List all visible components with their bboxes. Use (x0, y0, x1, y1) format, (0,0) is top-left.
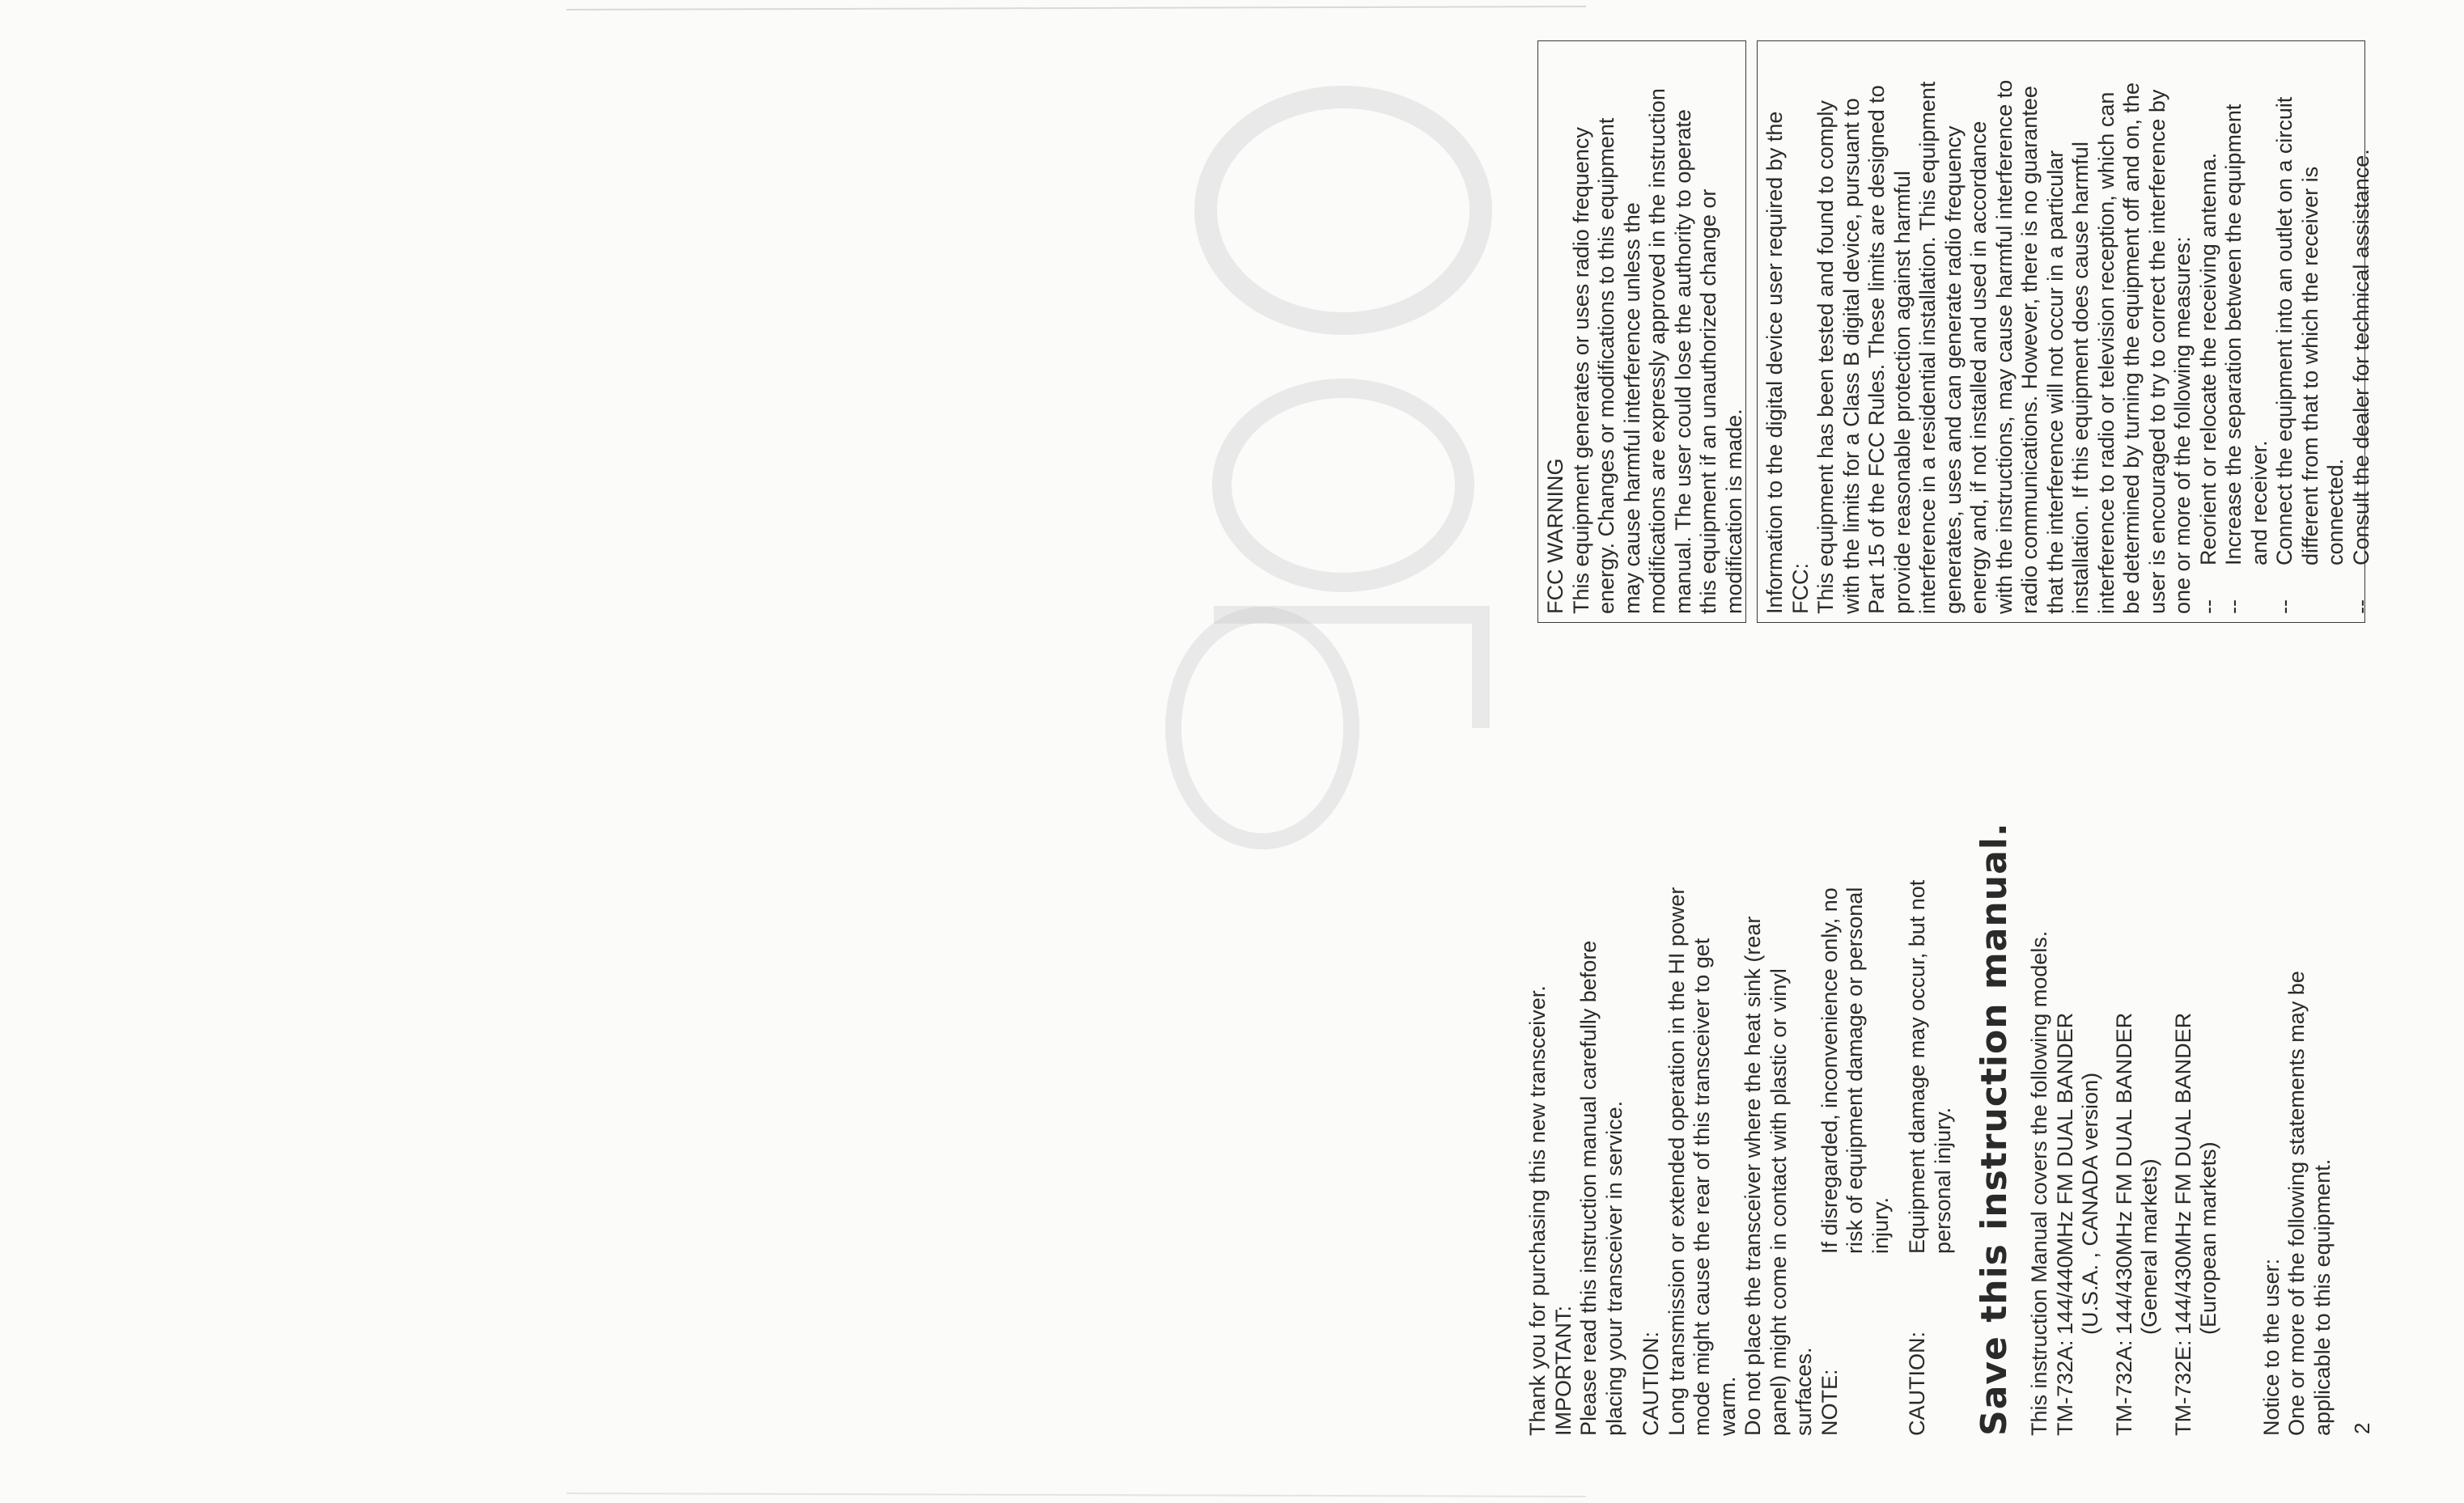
info-heading-line: FCC: (1788, 563, 1813, 614)
measure-item (2221, 48, 2272, 614)
info-body-line: with the instructions, may cause harmful interference to (1991, 79, 2017, 614)
model-entry (2053, 627, 2104, 1436)
info-body-line: provide reasonable protection against harmful (1889, 171, 1915, 614)
caution-text-line: warm. (1715, 1376, 1740, 1436)
model-desc-line: (U.S.A. , CANADA version) (2078, 1072, 2102, 1335)
important-text-line: Please read this instruction manual carefully before (1576, 940, 1601, 1436)
bullet-dash: -- (2221, 599, 2246, 614)
measure-text-line: different from that to which the receiver is (2297, 166, 2322, 565)
caution-text-line: Long transmission or extended operation in the HI power (1664, 887, 1689, 1436)
info-body-line: generates, uses and can generate radio frequency (1940, 125, 1966, 614)
model-name: TM-732A: (2052, 1340, 2077, 1436)
note-text-line: If disregarded, inconvenience only, no (1817, 887, 1842, 1254)
model-entry (2112, 627, 2163, 1436)
notice-text-line: applicable to this equipment. (2309, 1158, 2335, 1436)
measure-item (2349, 48, 2375, 614)
fcc-warning-line: may cause harmful interference unless the (1619, 202, 1644, 614)
fcc-warning-line: This equipment generates or uses radio frequency (1568, 127, 1593, 614)
info-body-line: interference to radio or television reception, which can (2093, 91, 2118, 614)
fcc-warning-line: this equipment if an unauthorized change or (1696, 188, 1720, 614)
model-desc-line: (European markets) (2196, 1141, 2220, 1335)
bullet-dash: -- (2348, 599, 2373, 614)
info-body-line: Part 15 of the FCC Rules. These limits are designed to (1864, 85, 1889, 614)
info-heading-line: Information to the digital device user required by the (1762, 111, 1787, 614)
info-body-line: that the interference will not occur in a particular (2042, 150, 2067, 614)
fcc-warning-line: modifications are expressly approved in the instruction (1645, 88, 1669, 614)
note-text-line: injury. (1868, 1196, 1893, 1254)
scan-edge-line (566, 6, 1586, 10)
bullet-dash: -- (2195, 599, 2220, 614)
caution2-text-line: personal injury. (1930, 1107, 1955, 1254)
model-desc-line: 144/430MHz FM DUAL BANDER (2170, 1012, 2195, 1335)
info-body-line: This equipment has been tested and found to comply (1813, 100, 1838, 614)
info-body-line: radio communications. However, there is no guarantee (2017, 86, 2042, 614)
model-name: TM-732A: (2111, 1340, 2136, 1436)
important-text-line: placing your transceiver in service. (1601, 1100, 1626, 1436)
measure-item (2196, 48, 2222, 614)
caution2-label: CAUTION: (1905, 1331, 1929, 1436)
bullet-dash: -- (2272, 599, 2296, 614)
measure-text-line: Increase the separation between the equipment (2221, 104, 2246, 565)
caution-label: CAUTION: (1639, 1331, 1663, 1436)
heat-text-line: panel) might come in contact with plastic or vinyl (1766, 968, 1791, 1436)
info-body-line: installation. If this equipment does cause harmful (2068, 142, 2093, 614)
measure-text-line: Consult the dealer for technical assistance. (2348, 149, 2373, 565)
caution2-text-line: Equipment damage may occur, but not (1905, 879, 1929, 1254)
info-body-line: interference in a residential installation. This equipment (1915, 81, 1940, 614)
model-name: TM-732E: (2170, 1340, 2195, 1436)
model-desc-line: (General markets) (2137, 1158, 2161, 1335)
notice-label: Notice to the user: (2258, 1258, 2284, 1436)
heat-text-line: Do not place the transceiver where the heat sink (rear (1741, 916, 1765, 1436)
page-number: 2 (2350, 1422, 2374, 1434)
intro-text: Thank you for purchasing this new transceiver. (1525, 985, 1550, 1436)
note-block (1817, 627, 1894, 1436)
info-body-line: one or more of the following measures: (2170, 236, 2195, 614)
important-label: IMPORTANT: (1550, 1305, 1576, 1436)
model-desc-line: 144/440MHz FM DUAL BANDER (2052, 1012, 2077, 1335)
show-through-ghosting (1173, 97, 1481, 841)
scan-edge-line-bottom (566, 1493, 1586, 1497)
info-body-line: energy and, if not installed and used in accordance (1966, 121, 1991, 614)
fcc-information-box (1757, 40, 2373, 623)
covers-text: This instruction Manual covers the following models. (2027, 930, 2051, 1436)
fcc-warning-line: energy. Changes or modifications to this equipment (1594, 117, 1618, 614)
fcc-warning-line: manual. The user could lose the authority to operate (1670, 109, 1695, 614)
measure-item (2272, 48, 2349, 614)
measure-text-line: connected. (2323, 458, 2347, 565)
heat-text-line: surfaces. (1792, 1347, 1816, 1436)
info-body-line: be determined by turning the equipment off and on, the (2119, 83, 2144, 614)
measure-text-line: Reorient or relocate the receiving antenna. (2195, 152, 2220, 565)
manual-page (1525, 32, 2464, 1456)
measure-text-line: and receiver. (2246, 440, 2271, 565)
save-manual-heading: Save this instruction manual. (1974, 822, 2015, 1436)
info-body-line: user is encouraged to try to correct the interference by (2144, 89, 2169, 614)
fcc-warning-box (1537, 40, 1746, 623)
notice-text-line: One or more of the following statements may be (2284, 971, 2309, 1436)
measure-text-line: Connect the equipment into an outlet on a circuit (2272, 96, 2296, 565)
caution-text-line: mode might cause the rear of this transceiver to get (1690, 938, 1714, 1436)
left-column (1525, 627, 2464, 1436)
info-body-line: with the limits for a Class B digital device, pursuant to (1838, 98, 1864, 614)
fcc-warning-title: FCC WARNING (1543, 458, 1567, 614)
model-entry (2171, 627, 2222, 1436)
note-label: NOTE: (1817, 1369, 1842, 1436)
caution2-block (1905, 627, 1956, 1436)
fcc-warning-line: modification is made. (1721, 409, 1746, 614)
note-text-line: risk of equipment damage or personal (1843, 887, 1867, 1254)
model-desc-line: 144/430MHz FM DUAL BANDER (2111, 1012, 2136, 1335)
